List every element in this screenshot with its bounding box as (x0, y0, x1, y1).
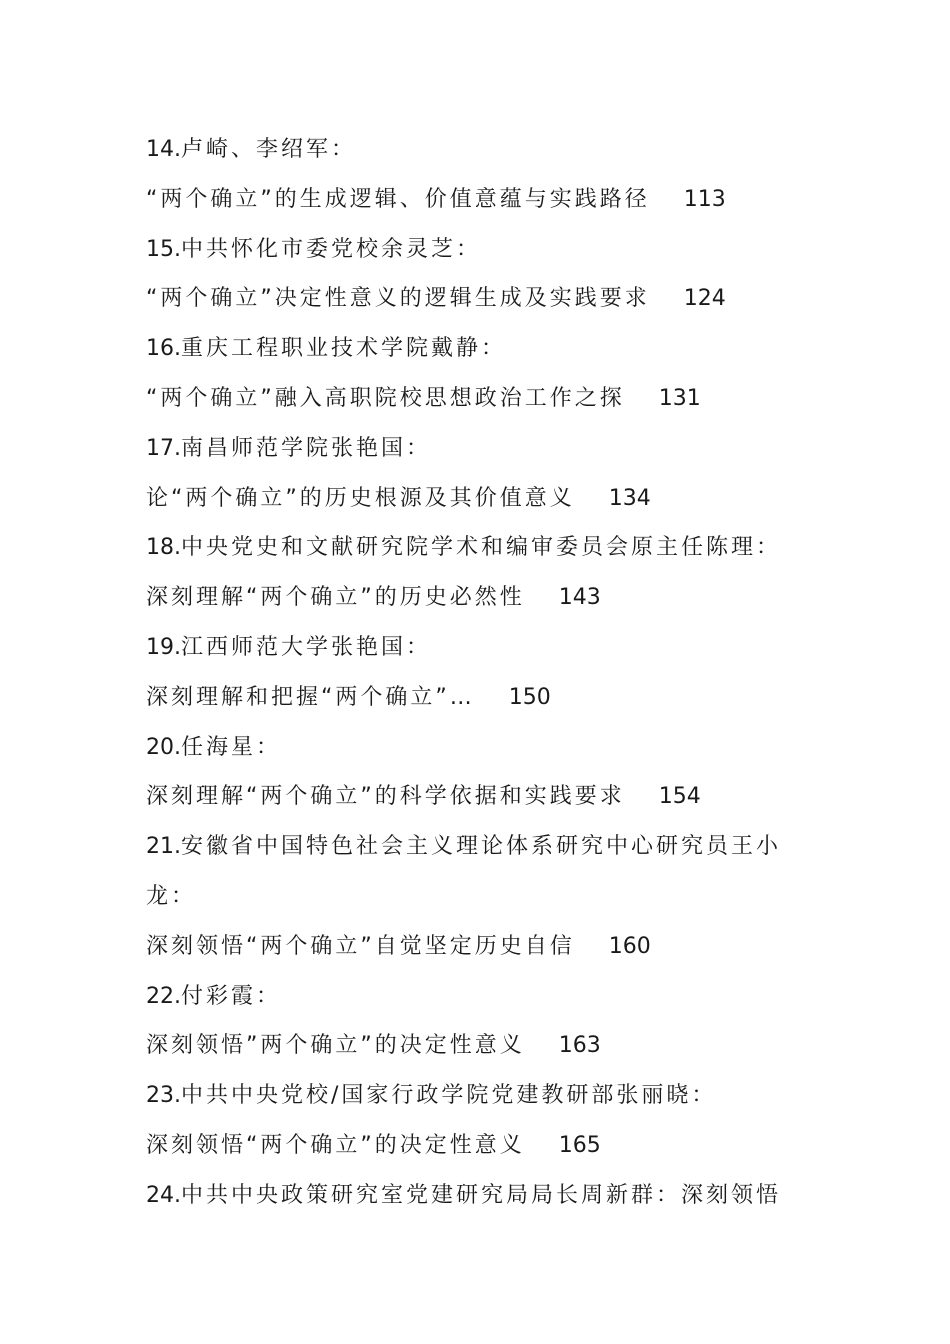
entry-title: 深刻理解“两个确立”的历史必然性 (146, 585, 525, 611)
entry-title: “两个确立”的生成逻辑、价值意蕴与实践路径 (146, 186, 650, 212)
entry-title: 深刻领悟“两个确立”自觉坚定历史自信 (146, 933, 575, 959)
toc-entry-21-author (146, 822, 811, 872)
entry-page-number: 134 (608, 485, 651, 511)
toc-entry-17-title[interactable] (146, 474, 811, 524)
toc-entry-14-author (146, 125, 811, 175)
entry-number: 16. (146, 336, 181, 362)
entry-page-number: 160 (608, 933, 651, 959)
toc-entry-14-title[interactable] (146, 175, 811, 225)
toc-entry-21-author-continued (146, 872, 811, 922)
toc-entry-15-author (146, 225, 811, 275)
entry-number: 19. (146, 634, 181, 660)
entry-author: 安徽省中国特色社会主义理论体系研究中心研究员王小 (181, 834, 782, 860)
entry-page-number: 124 (683, 286, 726, 312)
toc-entry-22-author (146, 972, 811, 1022)
entry-author: 中共中央政策研究室党建研究局局长周新群：深刻领悟 (181, 1182, 782, 1208)
entry-number: 24. (146, 1182, 181, 1208)
entry-title: 深刻理解“两个确立”的科学依据和实践要求 (146, 784, 625, 810)
entry-author: 中共怀化市委党校余灵芝： (181, 236, 482, 262)
entry-title: “两个确立”融入高职院校思想政治工作之探 (146, 385, 625, 411)
entry-title: 论“两个确立”的历史根源及其价值意义 (146, 485, 575, 511)
entry-number: 17. (146, 435, 181, 461)
entry-author: 中共中央党校/国家行政学院党建教研部张丽晓： (181, 1083, 717, 1109)
entry-number: 23. (146, 1083, 181, 1109)
toc-entry-23-author (146, 1071, 811, 1121)
toc-entry-19-title[interactable] (146, 673, 811, 723)
entry-number: 20. (146, 734, 181, 760)
entry-author: 付彩霞： (181, 983, 282, 1009)
entry-number: 15. (146, 236, 181, 262)
entry-author: 江西师范大学张艳国： (181, 634, 432, 660)
toc-entry-16-title[interactable] (146, 374, 811, 424)
entry-author: 中央党史和文献研究院学术和编审委员会原主任陈理： (181, 535, 782, 561)
toc-entry-24-author (146, 1171, 811, 1221)
toc-entry-15-title[interactable] (146, 274, 811, 324)
entry-page-number: 113 (683, 186, 726, 212)
toc-entry-17-author (146, 424, 811, 474)
table-of-contents (146, 125, 811, 1221)
entry-page-number: 165 (558, 1132, 601, 1158)
entry-title: 深刻理解和把握“两个确立”… (146, 684, 475, 710)
entry-title: 深刻领悟“两个确立”的决定性意义 (146, 1132, 525, 1158)
entry-title: 深刻领悟”两个确立”的决定性意义 (146, 1033, 525, 1059)
entry-page-number: 150 (508, 684, 551, 710)
entry-page-number: 154 (658, 784, 701, 810)
entry-page-number: 143 (558, 585, 601, 611)
toc-entry-20-author (146, 723, 811, 773)
entry-author-continued: 龙： (146, 883, 197, 909)
entry-page-number: 163 (558, 1033, 601, 1059)
entry-number: 18. (146, 535, 181, 561)
toc-entry-19-author (146, 623, 811, 673)
entry-number: 14. (146, 137, 181, 162)
entry-author: 任海星： (181, 734, 282, 760)
toc-entry-22-title[interactable] (146, 1021, 811, 1071)
entry-number: 21. (146, 834, 181, 860)
toc-entry-18-author (146, 523, 811, 573)
entry-page-number: 131 (658, 385, 701, 411)
entry-title: “两个确立”决定性意义的逻辑生成及实践要求 (146, 286, 650, 312)
toc-entry-21-title[interactable] (146, 922, 811, 972)
toc-entry-18-title[interactable] (146, 573, 811, 623)
entry-number: 22. (146, 983, 181, 1009)
entry-author: 南昌师范学院张艳国： (181, 435, 432, 461)
entry-author: 卢崎、李绍军： (181, 137, 357, 162)
toc-entry-20-title[interactable] (146, 772, 811, 822)
toc-entry-16-author (146, 324, 811, 374)
entry-author: 重庆工程职业技术学院戴静： (181, 336, 507, 362)
toc-entry-23-title[interactable] (146, 1121, 811, 1171)
